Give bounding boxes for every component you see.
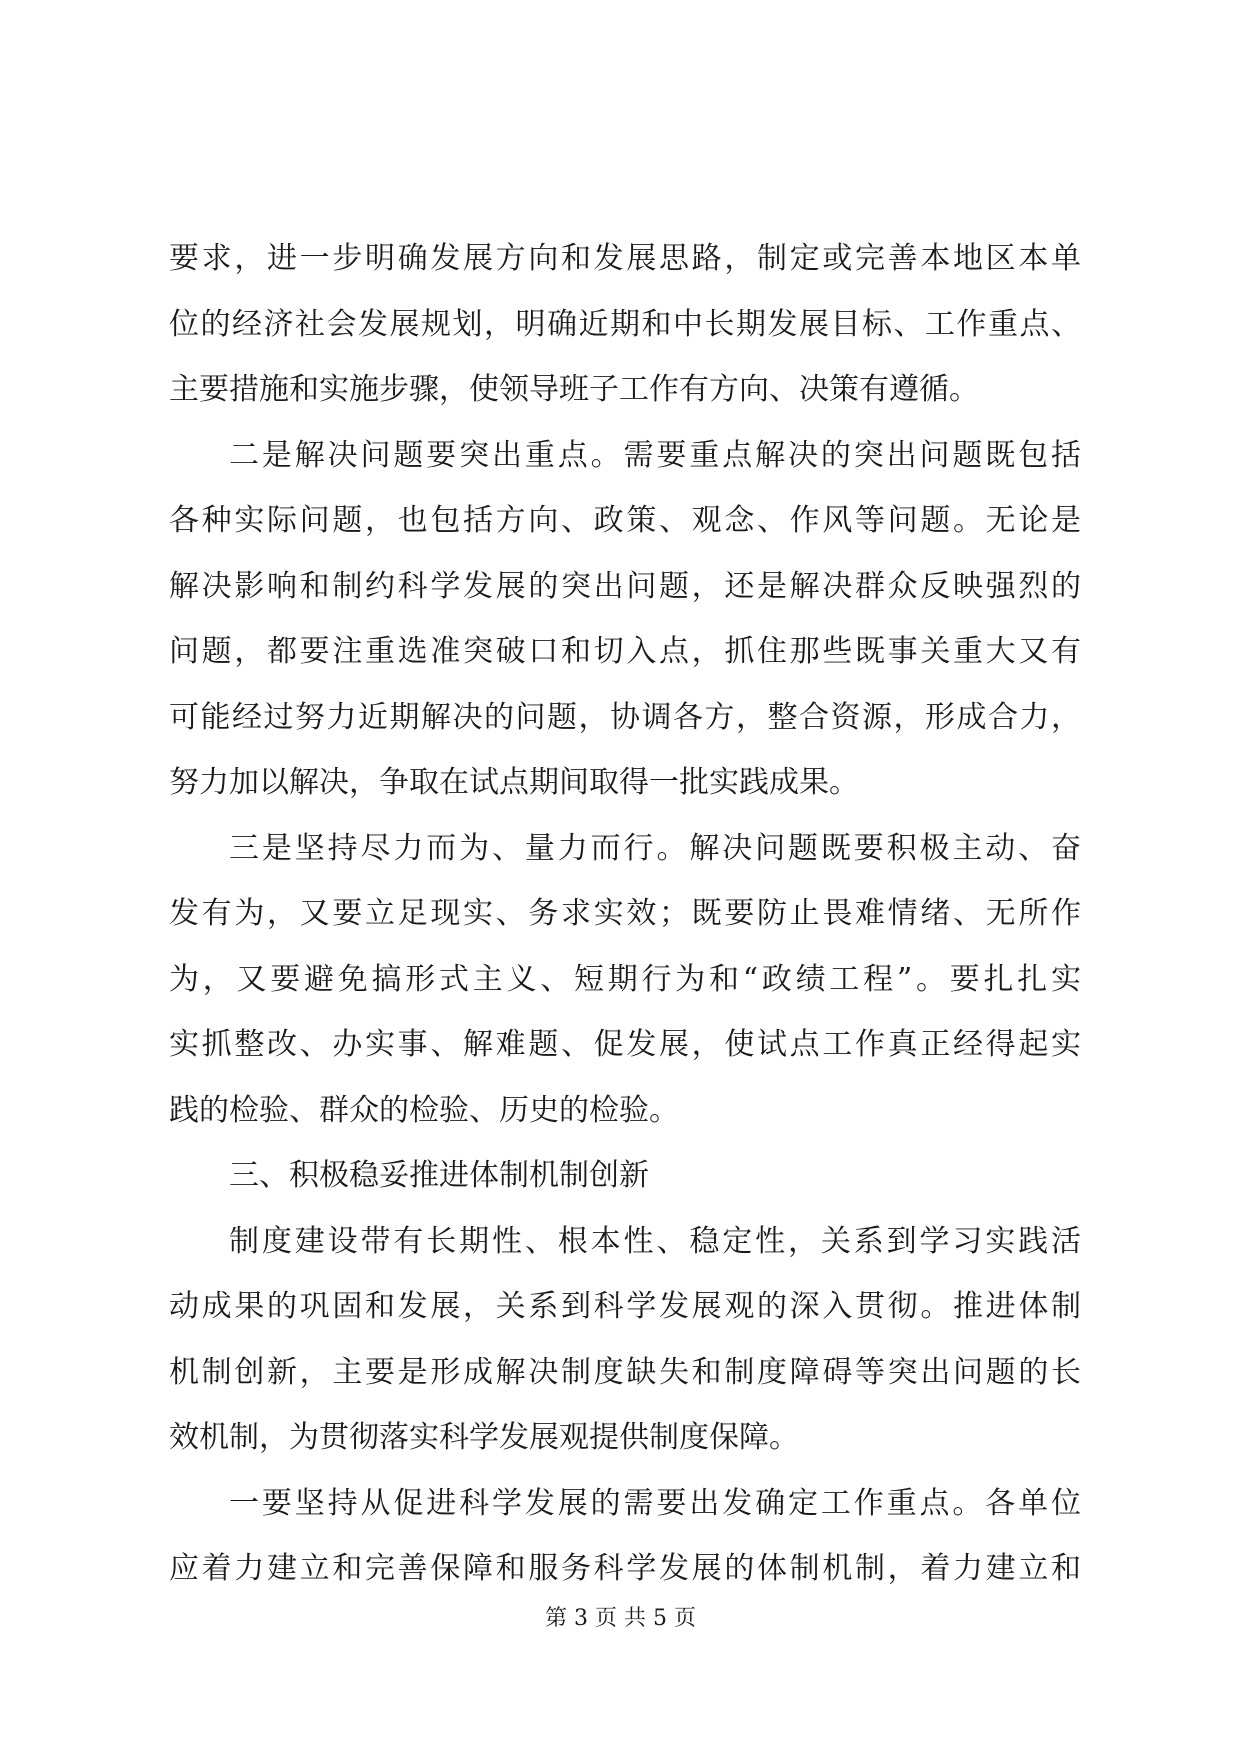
text-line: 解决影响和制约科学发展的突出问题，还是解决群众反映强烈的 [169,568,1081,604]
text-line: 一要坚持从促进科学发展的需要出发确定工作重点。各单位 [229,1485,1081,1521]
page-footer: 第 3 页 共 5 页 [545,1606,696,1631]
text-line: 制度建设带有长期性、根本性、稳定性，关系到学习实践活 [229,1223,1081,1259]
text-line: 问题，都要注重选准突破口和切入点，抓住那些既事关重大又有 [169,634,1081,669]
text-line: 践的检验、群众的检验、历史的检验。 [169,1092,679,1128]
text-line: 动成果的巩固和发展，关系到科学发展观的深入贯彻。推进体制 [169,1289,1081,1324]
text-line: 应着力建立和完善保障和服务科学发展的体制机制，着力建立和 [169,1551,1081,1586]
text-line: 机制创新，主要是形成解决制度缺失和制度障碍等突出问题的长 [169,1354,1081,1390]
text-line: 各种实际问题，也包括方向、政策、观念、作风等问题。无论是 [169,503,1081,538]
text-line: 实抓整改、办实事、解难题、促发展，使试点工作真正经得起实 [169,1027,1081,1062]
text-line: 要求，进一步明确发展方向和发展思路，制定或完善本地区本单 [169,241,1081,276]
text-line: 努力加以解决，争取在试点期间取得一批实践成果。 [169,765,859,800]
text-line: 为，又要避免搞形式主义、短期行为和“政绩工程”。要扎扎实 [169,961,1081,997]
text-line: 可能经过努力近期解决的问题，协调各方，整合资源，形成合力， [169,699,1081,735]
text-line: 三是坚持尽力而为、量力而行。解决问题既要积极主动、奋 [229,830,1081,866]
text-line: 发有为，又要立足现实、务求实效；既要防止畏难情绪、无所作 [169,896,1081,931]
document-body [169,226,1081,1602]
text-line: 二是解决问题要突出重点。需要重点解决的突出问题既包括 [229,437,1081,473]
text-line: 三、积极稳妥推进体制机制创新 [229,1158,649,1193]
text-line: 效机制，为贯彻落实科学发展观提供制度保障。 [169,1420,799,1455]
text-line: 位的经济社会发展规划，明确近期和中长期发展目标、工作重点、 [169,306,1081,342]
text-line: 主要措施和实施步骤，使领导班子工作有方向、决策有遵循。 [169,372,979,407]
